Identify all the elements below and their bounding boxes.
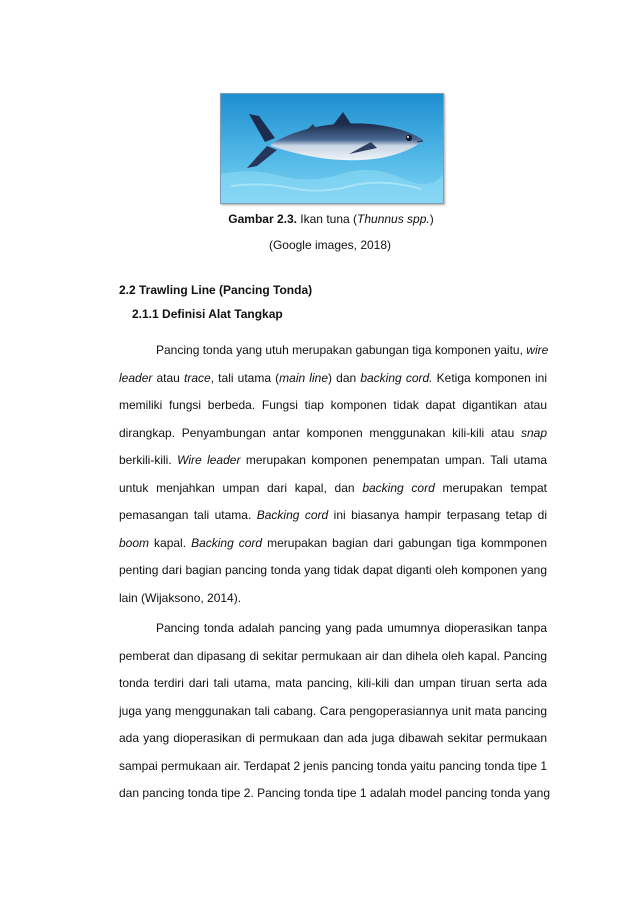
text-line [119,643,547,671]
italic-term: leader [119,370,153,385]
text-run: lain (Wijaksono, 2014). [119,590,242,605]
text-run: Ketiga komponen ini [432,370,548,385]
text-line [119,585,547,613]
text-run: juga yang menggunakan tali cabang. Cara pengoperasiannya unit mata pancing [119,703,547,718]
text-run: ada yang dioperasikan di permukaan dan ada juga dibawah sekitar permukaan [119,731,547,745]
text-run: ini biasanya hampir terpasang tetap di [328,508,547,522]
italic-term: backing cord [362,480,435,495]
italic-term: boom [119,535,150,550]
text-run: penting dari bagian pancing tonda yang tidak dapat diganti oleh komponen yang [119,563,547,577]
paragraph-2 [119,615,551,808]
text-line [119,615,547,643]
figure-caption [12,212,638,226]
text-line [119,420,547,448]
text-run: merupakan tempat [434,480,548,495]
paragraph-1 [119,337,547,612]
text-line [119,557,547,585]
italic-term: Backing cord [191,535,263,550]
text-run: pemberat dan dipasang di sekitar permukaan air dan dihela oleh kapal. Pancing [119,648,547,663]
text-run: pemasangan tali utama. [119,508,257,522]
text-line [119,670,547,698]
text-run: dirangkap. Penyambungan antar komponen menggunakan kili-kili atau [119,425,521,440]
text-line [119,780,551,808]
text-run: merupakan komponen penempatan umpan. Tali utama [240,453,547,467]
text-line [119,530,547,558]
text-run: , tali utama ( [210,370,280,385]
text-line [119,392,547,420]
text-run: berkili-kili. [119,453,178,467]
subsection-heading: 2.1.1 Definisi Alat Tangkap [132,307,283,321]
text-line [119,753,547,781]
text-line [119,447,547,475]
text-run: merupakan bagian dari gabungan tiga kommponen [262,535,547,550]
italic-term: wire [526,343,549,357]
text-run: kapal. [149,535,192,550]
text-run: Pancing tonda yang utuh merupakan gabungan tiga komponen yaitu, [156,343,527,357]
text-run: untuk menjahkan umpan dari kapal, dan [119,480,363,495]
italic-term: backing cord. [360,370,433,385]
italic-term: Backing cord [256,508,329,522]
tuna-illustration [221,94,443,203]
text-run: ) dan [328,370,361,385]
tuna-photo [220,93,444,204]
text-line [119,337,547,365]
figure-source: (Google images, 2018) [268,238,392,252]
caption-label: Gambar 2.3. [228,212,297,226]
italic-term: Wire leader [177,453,241,467]
text-line [119,502,547,530]
italic-term: trace [184,370,211,385]
text-line [119,365,547,393]
text-run: tonda terdiri dari tali utama, mata pancing, kili-kili dan umpan tiruan serta ada [119,676,547,690]
caption-close: ) [429,212,434,226]
caption-text: Ikan tuna ( [296,212,358,226]
text-run: memiliki fungsi berbeda. Fungsi tiap komponen tidak dapat digantikan atau [119,398,547,412]
text-line [119,698,547,726]
text-run: sampai permukaan air. Terdapat 2 jenis pancing tonda yaitu pancing tonda tipe 1 [119,758,548,773]
caption-species: Thunnus spp. [357,212,430,226]
section-heading: 2.2 Trawling Line (Pancing Tonda) [119,283,313,297]
text-run: Pancing tonda adalah pancing yang pada umumnya dioperasikan tanpa [156,621,547,635]
italic-term: snap [520,425,547,440]
text-run: atau [152,370,185,385]
text-line [119,725,547,753]
text-line [119,475,547,503]
italic-term: main line [279,370,328,385]
text-run: dan pancing tonda tipe 2. Pancing tonda tipe 1 adalah model pancing tonda yang [119,786,551,800]
